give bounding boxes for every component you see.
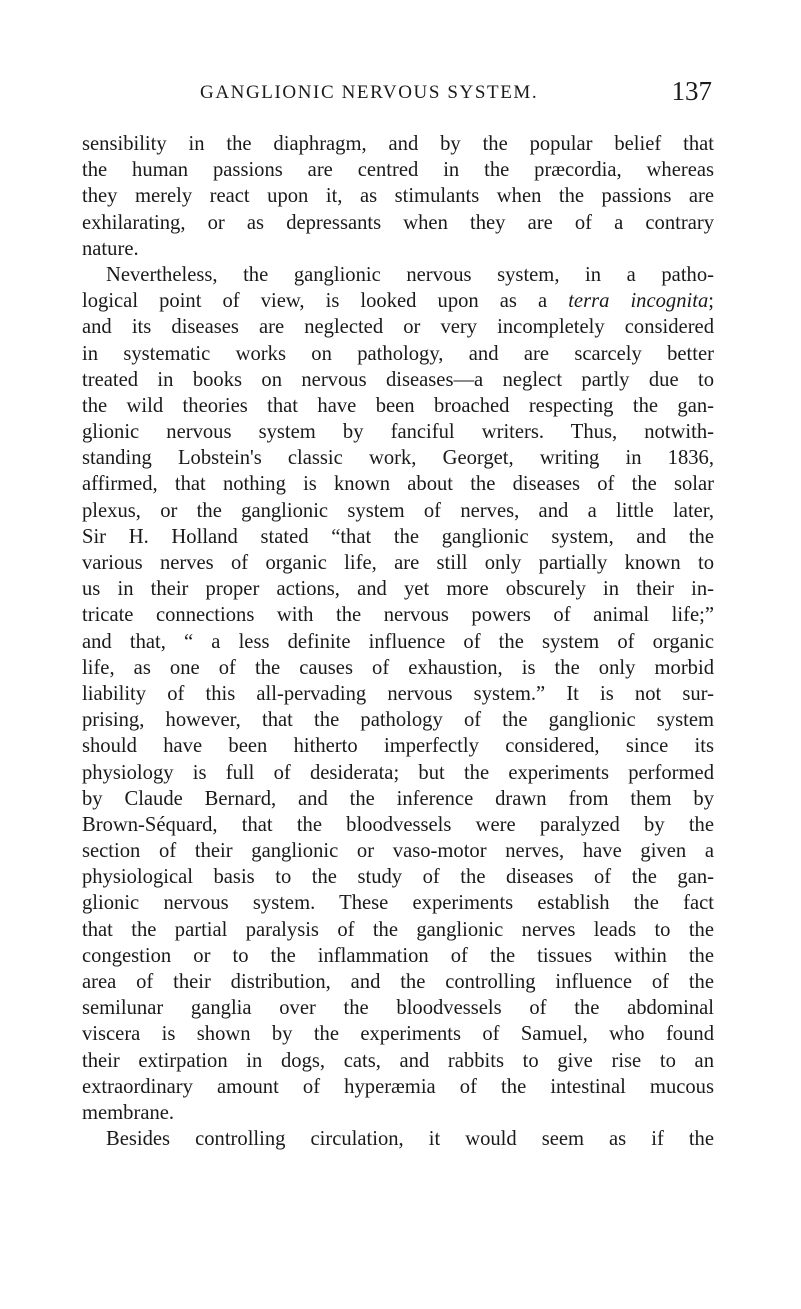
text-line: in systematic works on pathology, and are scarcely better	[82, 342, 714, 365]
text-line: exhilarating, or as depressants when they are of a contrary	[82, 211, 714, 234]
running-head-title: GANGLIONIC NERVOUS SYSTEM.	[200, 82, 539, 103]
text-line: viscera is shown by the experiments of Samuel, who found	[82, 1023, 714, 1046]
text-line: Nevertheless, the ganglionic nervous system, in a patho-	[106, 263, 714, 286]
body-text	[82, 131, 714, 1152]
running-head	[200, 76, 712, 110]
text-line: various nerves of organic life, are still only partially known to	[82, 552, 714, 574]
text-line: physiological basis to the study of the diseases of the gan-	[82, 866, 714, 889]
text-line: the wild theories that have been broached respecting the gan-	[82, 394, 714, 417]
text-line: us in their proper actions, and yet more obscurely in their in-	[82, 578, 714, 601]
text-line: semilunar ganglia over the bloodvessels of the abdominal	[82, 997, 714, 1020]
text-line: Brown-Séquard, that the bloodvessels were paralyzed by the	[82, 813, 714, 836]
text-line: Sir H. Holland stated “that the ganglionic system, and the	[82, 525, 714, 548]
text-line: sensibility in the diaphragm, and by the popular belief that	[82, 133, 714, 155]
text-line: area of their distribution, and the controlling influence of the	[82, 971, 714, 993]
text-line: plexus, or the ganglionic system of nerves, and a little later,	[82, 499, 714, 522]
text-line: glionic nervous system. These experiments establish the fact	[82, 892, 714, 915]
text-line: should have been hitherto imperfectly considered, since its	[82, 735, 714, 758]
text-line: nature.	[82, 237, 139, 260]
text-line: logical point of view, is looked upon as a terra incognita;	[82, 290, 714, 313]
text-line: and its diseases are neglected or very incompletely considered	[82, 316, 714, 339]
text-line: their extirpation in dogs, cats, and rabbits to give rise to an	[82, 1049, 714, 1072]
text-line: standing Lobstein's classic work, Georget, writing in 1836,	[82, 447, 714, 470]
text-line: treated in books on nervous diseases—a neglect partly due to	[82, 368, 714, 391]
text-line: membrane.	[82, 1101, 175, 1124]
text-line: liability of this all-pervading nervous system.” It is not sur-	[82, 682, 714, 705]
text-line: section of their ganglionic or vaso-motor nerves, have given a	[82, 840, 714, 863]
text-line: affirmed, that nothing is known about the diseases of the solar	[82, 473, 714, 496]
text-line: by Claude Bernard, and the inference drawn from them by	[82, 787, 714, 810]
text-line: life, as one of the causes of exhaustion, is the only morbid	[82, 656, 714, 679]
text-line: the human passions are centred in the præcordia, whereas	[82, 159, 714, 182]
text-line: they merely react upon it, as stimulants when the passions are	[82, 185, 714, 208]
page-number: 137	[671, 76, 712, 106]
text-line: congestion or to the inflammation of the tissues within the	[82, 944, 714, 967]
text-line: Besides controlling circulation, it would seem as if the	[106, 1128, 714, 1151]
text-line: prising, however, that the pathology of the ganglionic system	[82, 709, 714, 732]
text-line: physiology is full of desiderata; but the experiments performed	[82, 761, 714, 784]
text-line: glionic nervous system by fanciful writers. Thus, notwith-	[82, 421, 714, 444]
text-line: that the partial paralysis of the ganglionic nerves leads to the	[82, 918, 714, 941]
text-line: tricate connections with the nervous powers of animal life;”	[82, 604, 714, 627]
text-line: and that, “ a less definite influence of the system of organic	[82, 630, 714, 653]
text-line: extraordinary amount of hyperæmia of the intestinal mucous	[82, 1075, 714, 1098]
italic-phrase: terra incognita	[568, 290, 709, 313]
